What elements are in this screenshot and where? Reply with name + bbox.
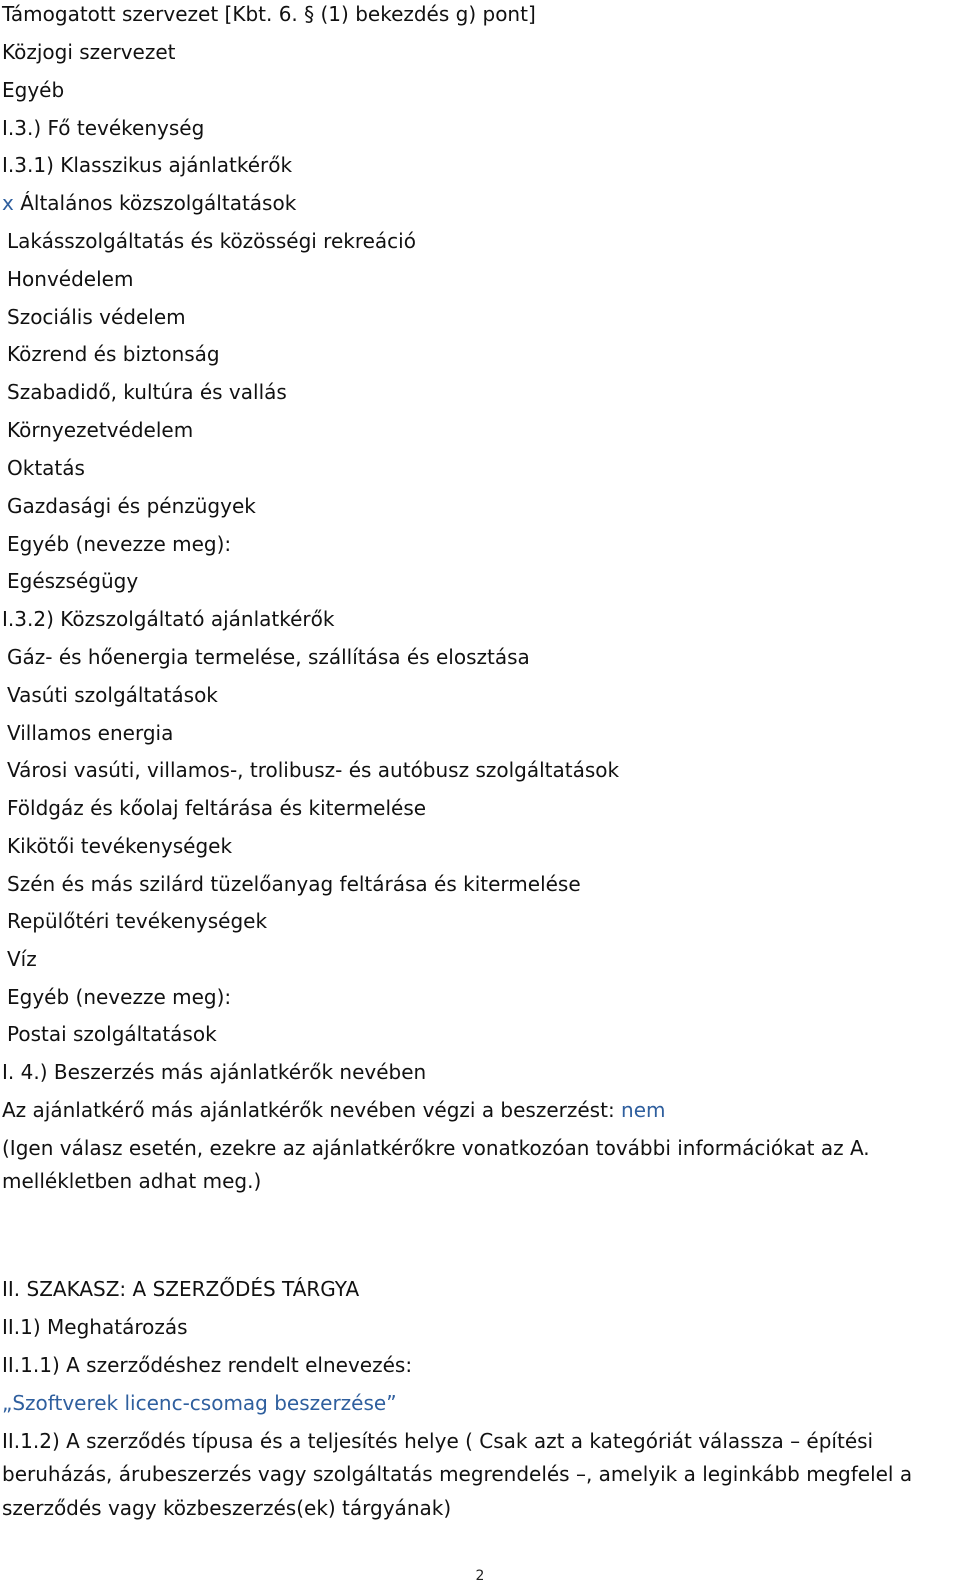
supported-org-option: Támogatott szervezet [Kbt. 6. § (1) bekezdés g) pont] (2, 2, 536, 26)
answer-value: nem (621, 1098, 666, 1122)
utility-item: Víz (7, 947, 37, 971)
utility-item: Egyéb (nevezze meg): (7, 985, 232, 1009)
classic-item: Közrend és biztonság (7, 342, 220, 366)
classic-contracting-heading: I.3.1) Klasszikus ajánlatkérők (2, 153, 293, 177)
utility-item: Városi vasúti, villamos-, trolibusz- és autóbusz szolgáltatások (7, 758, 620, 782)
classic-item: Szabadidő, kultúra és vallás (7, 380, 287, 404)
selection-mark: x (2, 191, 14, 215)
utility-item: Földgáz és kőolaj feltárása és kitermelése (7, 796, 427, 820)
classic-item: Lakásszolgáltatás és közösségi rekreáció (7, 229, 416, 253)
contract-type-line: II.1.2) A szerződés típusa és a teljesítés helye ( Csak azt a kategóriát válassza – építési (2, 1429, 874, 1453)
classic-selected-label: Általános közszolgáltatások (20, 191, 297, 215)
section-ii-heading: II. SZAKASZ: A SZERZŐDÉS TÁRGYA (2, 1277, 360, 1301)
main-activity-heading: I.3.) Fő tevékenység (2, 116, 205, 140)
utility-item: Gáz- és hőenergia termelése, szállítása és elosztása (7, 645, 530, 669)
classic-item: Egyéb (nevezze meg): (7, 532, 232, 556)
contract-type-line: szerződés vagy közbeszerzés(ek) tárgyának) (2, 1496, 452, 1520)
classic-item: Gazdasági és pénzügyek (7, 494, 256, 518)
contract-type-line: beruházás, árubeszerzés vagy szolgáltatás megrendelés –, amelyik a leginkább megfelel a (2, 1462, 913, 1486)
classic-item: Honvédelem (7, 267, 134, 291)
utility-item: Villamos energia (7, 721, 174, 745)
utility-item: Repülőtéri tevékenységek (7, 909, 268, 933)
classic-item: Szociális védelem (7, 305, 186, 329)
utility-contracting-heading: I.3.2) Közszolgáltató ajánlatkérők (2, 607, 335, 631)
question-text: Az ajánlatkérő más ajánlatkérők nevében végzi a beszerzést: (2, 1098, 622, 1122)
utility-item: Postai szolgáltatások (7, 1022, 217, 1046)
procurement-on-behalf-question (2, 1098, 666, 1122)
utility-item: Vasúti szolgáltatások (7, 683, 218, 707)
classic-selected-item (2, 191, 296, 215)
procurement-note-line: mellékletben adhat meg.) (2, 1169, 262, 1193)
contract-name-value: „Szoftverek licenc-csomag beszerzése” (2, 1391, 397, 1415)
procurement-note-line: (Igen válasz esetén, ezekre az ajánlatkérőkre vonatkozóan további információkat az A. (2, 1136, 870, 1160)
utility-item: Szén és más szilárd tüzelőanyag feltárása és kitermelése (7, 872, 581, 896)
page-number: 2 (475, 1568, 485, 1584)
other-org-option: Egyéb (2, 78, 65, 102)
contract-name-label: II.1.1) A szerződéshez rendelt elnevezés: (2, 1353, 413, 1377)
definition-heading: II.1) Meghatározás (2, 1315, 188, 1339)
classic-item: Egészségügy (7, 569, 139, 593)
procurement-on-behalf-heading: I. 4.) Beszerzés más ajánlatkérők nevében (2, 1060, 427, 1084)
public-org-option: Közjogi szervezet (2, 40, 176, 64)
utility-item: Kikötői tevékenységek (7, 834, 233, 858)
classic-item: Környezetvédelem (7, 418, 194, 442)
classic-item: Oktatás (7, 456, 85, 480)
